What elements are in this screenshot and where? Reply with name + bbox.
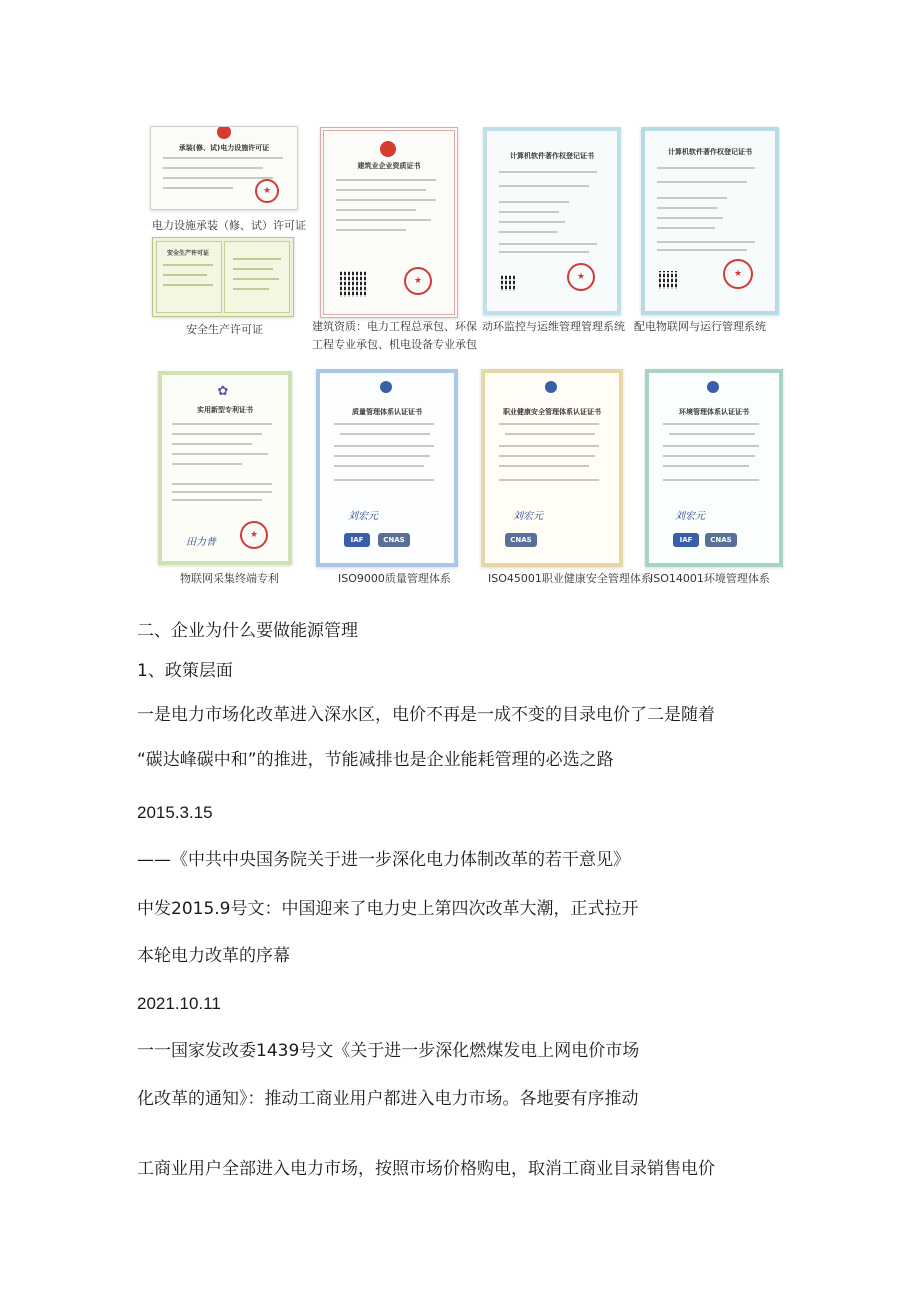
software2-caption: 配电物联网与运行管理系统 [634, 320, 766, 333]
software-copyright-2-image [641, 127, 779, 315]
paragraph-line: 化改革的通知》：推动工商业用户都进入电力市场。各地要有序推动 [137, 1089, 639, 1109]
policy-title: ——《中共中央国务院关于进一步深化电力体制改革的若干意见》 [137, 850, 630, 870]
red-seal-icon [404, 267, 432, 295]
iaf-badge: IAF [344, 533, 370, 547]
signature-icon: 刘宏元 [348, 511, 378, 522]
signature-icon: 田力普 [186, 537, 216, 548]
red-seal-icon [567, 263, 595, 291]
certification-logo-icon [380, 381, 392, 393]
certification-logo-icon [545, 381, 557, 393]
section-heading: 二、企业为什么要做能源管理 [137, 621, 358, 641]
cnas-badge: CNAS [378, 533, 410, 547]
cnas-badge: CNAS [705, 533, 737, 547]
paragraph-line: “碳达峰碳中和”的推进，节能减排也是企业能耗管理的必选之路 [137, 750, 614, 770]
red-seal-icon [255, 179, 279, 203]
power-facility-license-image [150, 126, 298, 210]
signature-icon: 刘宏元 [675, 511, 705, 522]
software2-doc-title: 计算机软件著作权登记证书 [668, 148, 752, 156]
iso45001-certificate-image [481, 369, 623, 567]
safety-license-caption: 安全生产许可证 [186, 323, 263, 336]
iso14001-caption: ISO14001环境管理体系 [650, 572, 770, 585]
paragraph-line: 工商业用户全部进入电力市场，按照市场价格购电，取消工商业目录销售电价 [137, 1159, 715, 1179]
patent-caption: 物联网采集终端专利 [180, 572, 279, 585]
qr-code-icon [659, 271, 677, 289]
paragraph-line: 中发2015.9号文：中国迎来了电力史上第四次改革大潮，正式拉开 [137, 899, 639, 919]
software-copyright-1-image [483, 127, 621, 315]
red-seal-icon [240, 521, 268, 549]
iso9000-certificate-image [316, 369, 458, 567]
power-license-caption: 电力设施承装（修、试）许可证 [152, 219, 306, 232]
iso9000-doc-title: 质量管理体系认证证书 [352, 408, 422, 416]
cnas-badge: CNAS [505, 533, 537, 547]
patent-logo-icon: ✿ [217, 384, 229, 399]
construction-doc-title: 建筑业企业资质证书 [357, 162, 421, 170]
construction-caption-line2: 工程专业承包、机电设备专业承包 [312, 338, 477, 351]
paragraph-line: 本轮电力改革的序幕 [137, 946, 290, 966]
date-label: 2015.3.15 [137, 803, 213, 822]
patent-doc-title: 实用新型专利证书 [197, 406, 253, 414]
qr-code-icon [501, 275, 517, 291]
certification-logo-icon [707, 381, 719, 393]
date-label: 2021.10.11 [137, 994, 221, 1013]
paragraph-line: 一是电力市场化改革进入深水区，电价不再是一成不变的目录电价了二是随着 [137, 705, 715, 725]
software1-caption: 动环监控与运维管理管理系统 [482, 320, 625, 333]
iso9000-caption: ISO9000质量管理体系 [338, 572, 451, 585]
national-emblem-icon [380, 141, 396, 157]
iso45001-doc-title: 职业健康安全管理体系认证证书 [503, 408, 601, 416]
subheading: 1、政策层面 [137, 661, 233, 681]
qr-code-icon [340, 271, 366, 297]
national-emblem-icon [217, 126, 231, 139]
red-seal-icon [723, 259, 753, 289]
paragraph-line: 一一国家发改委1439号文《关于进一步深化燃煤发电上网电价市场 [137, 1041, 640, 1061]
construction-certificate-image [320, 127, 458, 318]
safety-license-image [152, 237, 294, 317]
software1-doc-title: 计算机软件著作权登记证书 [510, 152, 594, 160]
signature-icon: 刘宏元 [513, 511, 543, 522]
safety-license-doc-title: 安全生产许可证 [166, 250, 209, 257]
power-license-doc-title: 承装(修、试)电力设施许可证 [178, 144, 270, 152]
patent-certificate-image [158, 371, 292, 565]
construction-caption-line1: 建筑资质：电力工程总承包、环保 [312, 320, 477, 333]
iso14001-doc-title: 环境管理体系认证证书 [679, 408, 749, 416]
iso14001-certificate-image [645, 369, 783, 567]
iso45001-caption: ISO45001职业健康安全管理体系 [488, 572, 652, 585]
iaf-badge: IAF [673, 533, 699, 547]
